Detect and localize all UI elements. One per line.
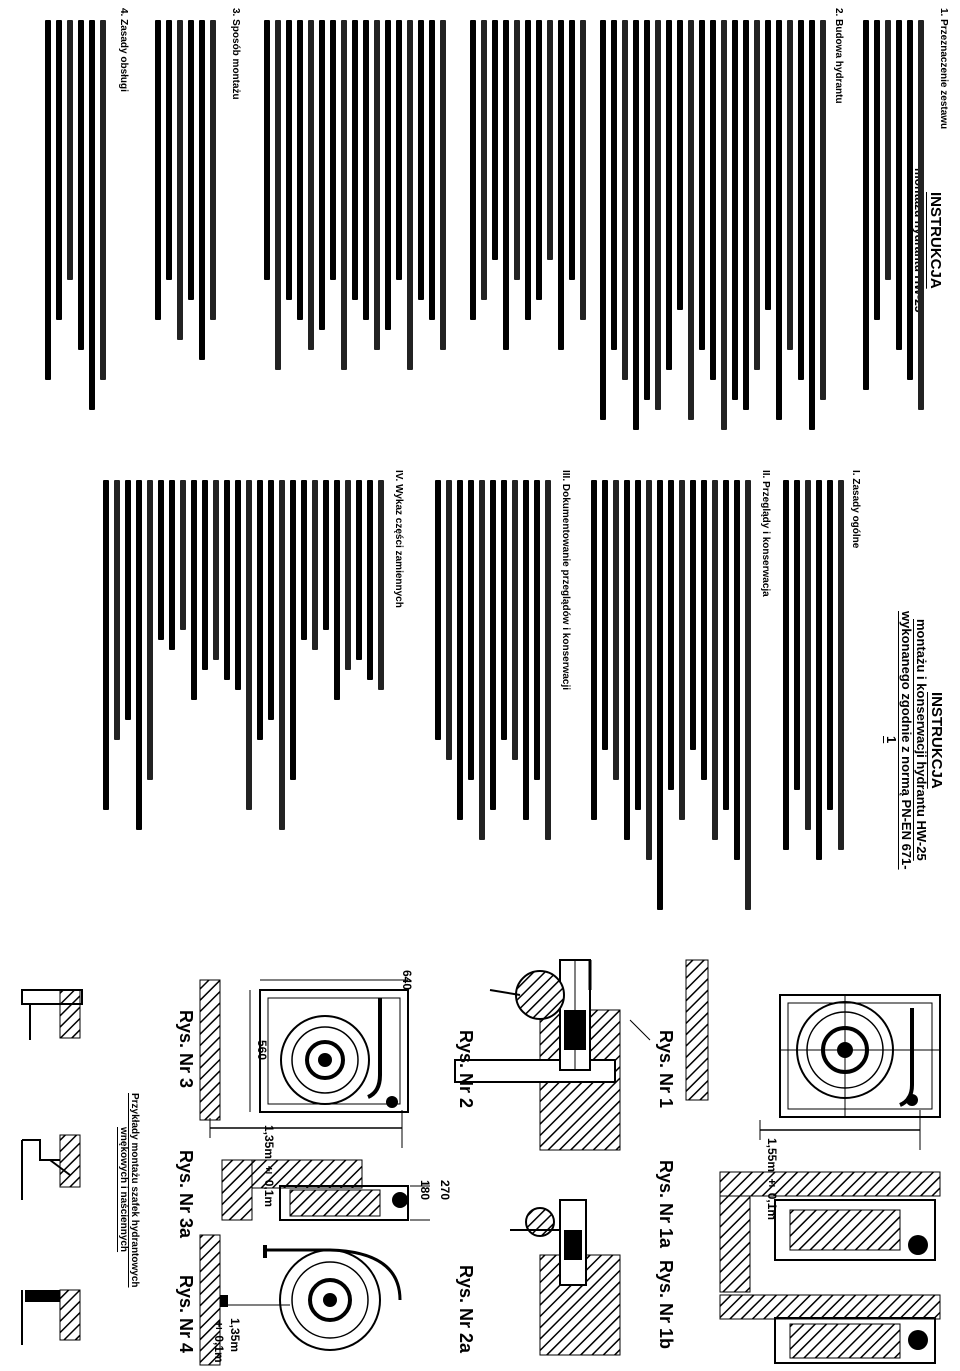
fig1a-wall-section [720,1172,940,1292]
fig2a-caption: Rys. Nr 2a [456,1265,476,1354]
mounting-note-line1: Przykłady montażu szafek hydrantowych [129,1092,140,1288]
center-title-line2: montażu i konserwacji hydrantu HW-25 [914,619,929,861]
fig1-cabinet-drawing [686,960,940,1150]
fig4-caption: Rys. Nr 4 [176,1275,196,1354]
fig1a-caption: Rys. Nr 1a [656,1160,676,1249]
wall-mount-details [22,990,82,1345]
fig3-height-560: 560 [255,1040,269,1061]
fig1b-wall-section [720,1295,940,1363]
fig1-dimension: 1,55m ± 0,1m [765,1138,779,1221]
fig2-caption: Rys. Nr 2 [456,1030,476,1109]
center-title-line3: wykonanego zgodnie z normą PN-EN 671-1 [884,610,914,870]
center-heading-III: III. Dokumentowanie przeglądów i konserwacji [560,470,571,691]
fig3-width-640: 640 [400,970,414,991]
left-heading-1: 1. Przeznaczenie zestawu [938,8,949,130]
left-heading-2: 2. Budowa hydrantu [833,8,844,104]
fig1b-caption: Rys. Nr 1b [656,1260,676,1350]
center-heading-II: II. Przeglądy i konserwacja [760,470,771,597]
fig3-cabinet-drawing [200,980,408,1148]
fig4-dimension-a: 1,35m [228,1318,242,1353]
fig2a-valve-drawing [510,1200,620,1355]
center-heading-I: I. Zasady ogólne [850,470,861,549]
fig3a-depth-270: 270 [438,1180,452,1201]
fig3a-depth-180: 180 [418,1180,432,1201]
fig3-caption: Rys. Nr 3 [176,1010,196,1089]
left-title-line1: INSTRUKCJA [927,191,944,289]
left-heading-4: 4. Zasady obsługi [118,8,129,92]
fig4-dimension-b: ± 0,1m [212,1318,226,1363]
fig1-caption: Rys. Nr 1 [656,1030,676,1109]
mounting-examples-note [118,1085,140,1295]
fig2-valve-drawing [455,960,650,1150]
fig3a-caption: Rys. Nr 3a [176,1150,196,1239]
left-heading-3: 3. Sposób montażu [230,8,241,100]
center-title-line1: INSTRUKCJA [928,691,945,789]
mounting-note-line2: wnękowych i naściennych [118,1127,129,1253]
fig3-dimension: 1,35m ± 0,1m [262,1125,276,1208]
fig3a-section-drawing [222,1160,430,1220]
center-heading-IV: IV. Wykaz części zamiennych [393,470,404,608]
